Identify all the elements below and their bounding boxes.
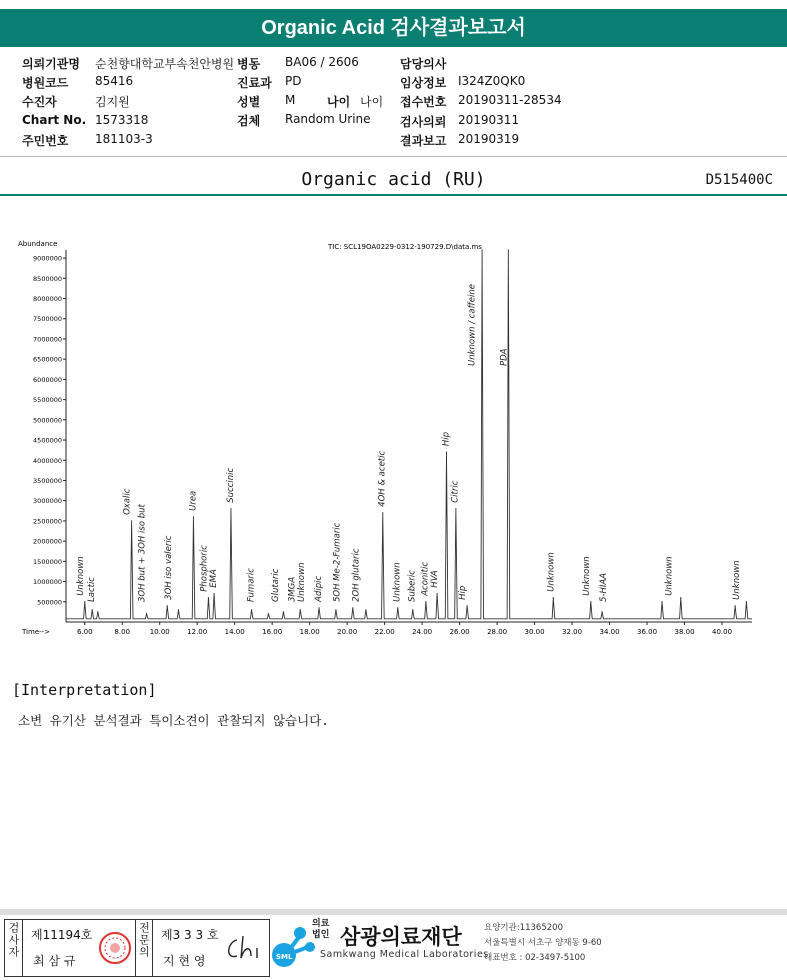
peak-point	[268, 613, 269, 614]
clinical-info-value: I324Z0QK0	[458, 74, 526, 88]
signature-box	[4, 919, 270, 977]
x-tick-label: 8.00	[114, 628, 131, 636]
x-tick-label: 16.00	[262, 628, 283, 636]
org-english: Samkwang Medical Laboratories	[320, 949, 489, 960]
y-tick-label: 3000000	[33, 497, 62, 506]
peak-annotation: 3OH iso valeric	[163, 535, 174, 600]
y-tick-label: 6500000	[33, 355, 62, 364]
specialist-label	[135, 920, 153, 976]
section-header	[0, 166, 787, 196]
section-code: D515400C	[705, 172, 773, 188]
institution-label: 의뢰기관명	[22, 57, 80, 71]
peak-point	[437, 593, 438, 594]
peak-annotation: Unknown	[392, 562, 403, 602]
y-tick-label: 7500000	[33, 315, 62, 324]
x-tick-label: 38.00	[674, 628, 695, 636]
x-axis-label: Time-->	[22, 628, 51, 636]
x-tick-label: 20.00	[337, 628, 358, 636]
sex-label: 성별	[237, 95, 261, 109]
peak-annotation: Suberic	[407, 570, 418, 602]
patient-label: 수진자	[22, 95, 57, 109]
age-label: 나이	[327, 95, 351, 109]
peak-point	[735, 605, 736, 606]
peak-point	[335, 609, 336, 610]
sml-logo-icon	[272, 919, 316, 969]
y-tick-label: 4000000	[33, 456, 62, 465]
x-tick-label: 36.00	[637, 628, 658, 636]
age-value: 나이	[360, 95, 384, 109]
peak-point	[213, 593, 214, 594]
y-tick-label: 6000000	[33, 375, 62, 384]
peak-annotation: Glutaric	[270, 568, 281, 602]
x-tick-label: 28.00	[487, 628, 508, 636]
examiner-label-text: 검사자	[7, 922, 20, 958]
peak-point	[590, 601, 591, 602]
peak-annotation: Adipic	[313, 575, 324, 602]
chart-no-label: Chart No.	[22, 113, 87, 127]
x-tick-label: 24.00	[412, 628, 433, 636]
peak-point	[425, 601, 426, 602]
examiner-name: 최 삼 규	[33, 954, 76, 968]
peak-point	[455, 508, 456, 509]
patient-value: 김지원	[95, 95, 130, 109]
footer-divider	[0, 909, 787, 915]
peak-annotation: Unknown	[731, 560, 742, 600]
peak-annotation: 4OH & acetic	[377, 450, 388, 507]
clinical-info-label: 임상정보	[400, 76, 447, 90]
y-tick-label: 5500000	[33, 396, 62, 405]
peak-point	[365, 609, 366, 610]
y-tick-label: 2500000	[33, 517, 62, 526]
info-divider	[0, 156, 787, 157]
specialist-name: 지 현 영	[163, 954, 206, 968]
peak-point	[412, 609, 413, 610]
hospital-code-value: 85416	[95, 74, 134, 88]
peak-point	[601, 611, 602, 612]
agency-number: 요양기관:11365200	[484, 923, 563, 933]
chromatogram	[18, 236, 758, 646]
hospital-code-label: 병원코드	[22, 76, 69, 90]
peak-annotation: Citric	[450, 480, 461, 503]
department-value: PD	[285, 74, 302, 88]
specialist-license: 제3 3 3 호	[161, 928, 219, 942]
x-tick-label: 10.00	[149, 628, 170, 636]
x-tick-label: 32.00	[562, 628, 583, 636]
report-date-label: 결과보고	[400, 134, 447, 148]
peak-annotation: Aconitic	[420, 561, 431, 596]
peak-point	[661, 601, 662, 602]
report-date-value: 20190319	[458, 132, 520, 146]
sex-value: M	[285, 93, 296, 107]
request-value: 20190311	[458, 113, 520, 127]
interpretation-heading: [Interpretation]	[12, 681, 157, 699]
ward-label: 병동	[237, 57, 261, 71]
ward-value: BA06 / 2606	[285, 55, 359, 69]
peak-point	[382, 512, 383, 513]
chromatogram-svg	[18, 236, 758, 646]
interpretation-text: 소변 유기산 분석결과 특이소견이 관찰되지 않습니다.	[18, 713, 329, 728]
x-tick-label: 18.00	[299, 628, 320, 636]
y-tick-label: 3500000	[33, 476, 62, 485]
peak-point	[508, 249, 509, 250]
peak-point	[251, 609, 252, 610]
peak-point	[746, 601, 747, 602]
sml-logo-text: SML	[276, 953, 293, 961]
x-tick-label: 40.00	[711, 628, 733, 636]
x-tick-label: 12.00	[187, 628, 208, 636]
peak-annotation: Unknown	[664, 556, 675, 596]
peak-annotation: Oxalic	[122, 488, 133, 515]
peak-annotation: 3MGA	[287, 576, 298, 602]
peak-annotation: 5OH Me-2-Fumaric	[332, 522, 343, 602]
x-tick-label: 26.00	[449, 628, 470, 636]
peak-annotation: HVA	[430, 570, 441, 588]
peak-annotation: 3OH but + 3OH iso but	[137, 504, 148, 602]
organization	[272, 917, 772, 977]
peak-point	[352, 607, 353, 608]
peak-annotation: Unknown / caffeine	[467, 284, 478, 366]
y-tick-label: 500000	[37, 598, 62, 607]
report-title: Organic Acid 검사결과보고서	[0, 9, 787, 47]
peak-annotation: Lactic	[87, 577, 98, 602]
peak-point	[481, 249, 482, 250]
peak-point	[84, 601, 85, 602]
resident-label: 주민번호	[22, 134, 69, 148]
specialist-label-text: 전문의	[137, 922, 151, 958]
specimen-value: Random Urine	[285, 112, 371, 126]
org-phone: 대표번호 : 02-3497-5100	[484, 953, 586, 963]
peak-annotation: 2OH glutaric	[351, 548, 362, 602]
peak-point	[230, 508, 231, 509]
org-address: 서울특별시 서초구 양재동 9-60	[484, 938, 602, 948]
peak-point	[97, 611, 98, 612]
peak-point	[193, 516, 194, 517]
y-axis-label: Abundance	[18, 240, 58, 248]
peak-point	[283, 611, 284, 612]
institution-value: 순천향대학교부속천안병원	[95, 57, 235, 71]
chart-no-value: 1573318	[95, 113, 149, 127]
peak-point	[146, 613, 147, 614]
y-tick-label: 1500000	[33, 557, 62, 566]
peak-point	[300, 609, 301, 610]
x-tick-label: 6.00	[76, 628, 93, 636]
peak-point	[131, 520, 132, 521]
x-tick-label: 34.00	[599, 628, 620, 636]
peak-point	[318, 607, 319, 608]
y-ticks	[33, 255, 66, 607]
peak-point	[178, 609, 179, 610]
receipt-label: 접수번호	[400, 95, 447, 109]
peak-annotation: EMA	[208, 569, 219, 588]
x-tick-label: 22.00	[374, 628, 395, 636]
y-tick-label: 9000000	[33, 254, 62, 263]
peak-point	[208, 597, 209, 598]
y-tick-label: 8500000	[33, 274, 62, 283]
peak-annotation: Succinic	[225, 467, 236, 503]
x-ticks	[77, 622, 732, 636]
peak-point	[553, 597, 554, 598]
peak-annotation: Hip	[441, 432, 452, 447]
peak-point	[680, 597, 681, 598]
footer	[0, 905, 787, 980]
peak-point	[397, 607, 398, 608]
examiner-license: 제11194호	[31, 928, 93, 942]
org-prefix: 의료법인	[312, 919, 330, 940]
doctor-label: 담당의사	[400, 57, 447, 71]
peak-point	[467, 605, 468, 606]
examiner-label	[5, 920, 23, 976]
resident-value: 181103-3	[95, 132, 153, 146]
peak-point	[92, 609, 93, 610]
department-label: 진료과	[237, 76, 272, 90]
peak-point	[446, 452, 447, 453]
peak-annotation: Urea	[188, 490, 199, 511]
examiner-seal-icon	[97, 926, 133, 970]
peak-annotation: Hip	[458, 585, 469, 600]
peak-annotation: Unknown	[581, 556, 592, 596]
y-tick-label: 7000000	[33, 335, 62, 344]
annotations	[76, 284, 742, 603]
x-tick-label: 14.00	[224, 628, 245, 636]
request-label: 검사의뢰	[400, 115, 447, 129]
section-title: Organic acid (RU)	[301, 169, 486, 190]
y-tick-label: 5000000	[33, 416, 62, 425]
peak-annotation: 5-HIAA	[598, 572, 609, 602]
peak-annotation: Unknown	[75, 556, 86, 596]
receipt-value: 20190311-28534	[458, 93, 562, 107]
peak-annotation: Fumaric	[246, 568, 257, 602]
specialist-signature-icon	[223, 932, 265, 966]
specimen-label: 검체	[237, 114, 261, 128]
y-tick-label: 8000000	[33, 295, 62, 304]
y-tick-label: 2000000	[33, 537, 62, 546]
peak-point	[167, 605, 168, 606]
y-tick-label: 1000000	[33, 578, 62, 587]
peak-annotation: Phosphoric	[199, 545, 210, 592]
peak-annotation: Unknown	[546, 552, 557, 592]
peak-annotation: PDA	[499, 348, 510, 366]
y-tick-label: 4500000	[33, 436, 62, 445]
x-tick-label: 30.00	[524, 628, 545, 636]
peak-annotation: Unknown	[297, 562, 308, 602]
org-name: 삼광의료재단	[340, 925, 462, 949]
chart-title: TIC: SCL19OA0229-0312-190729.D\data.ms	[328, 243, 482, 251]
